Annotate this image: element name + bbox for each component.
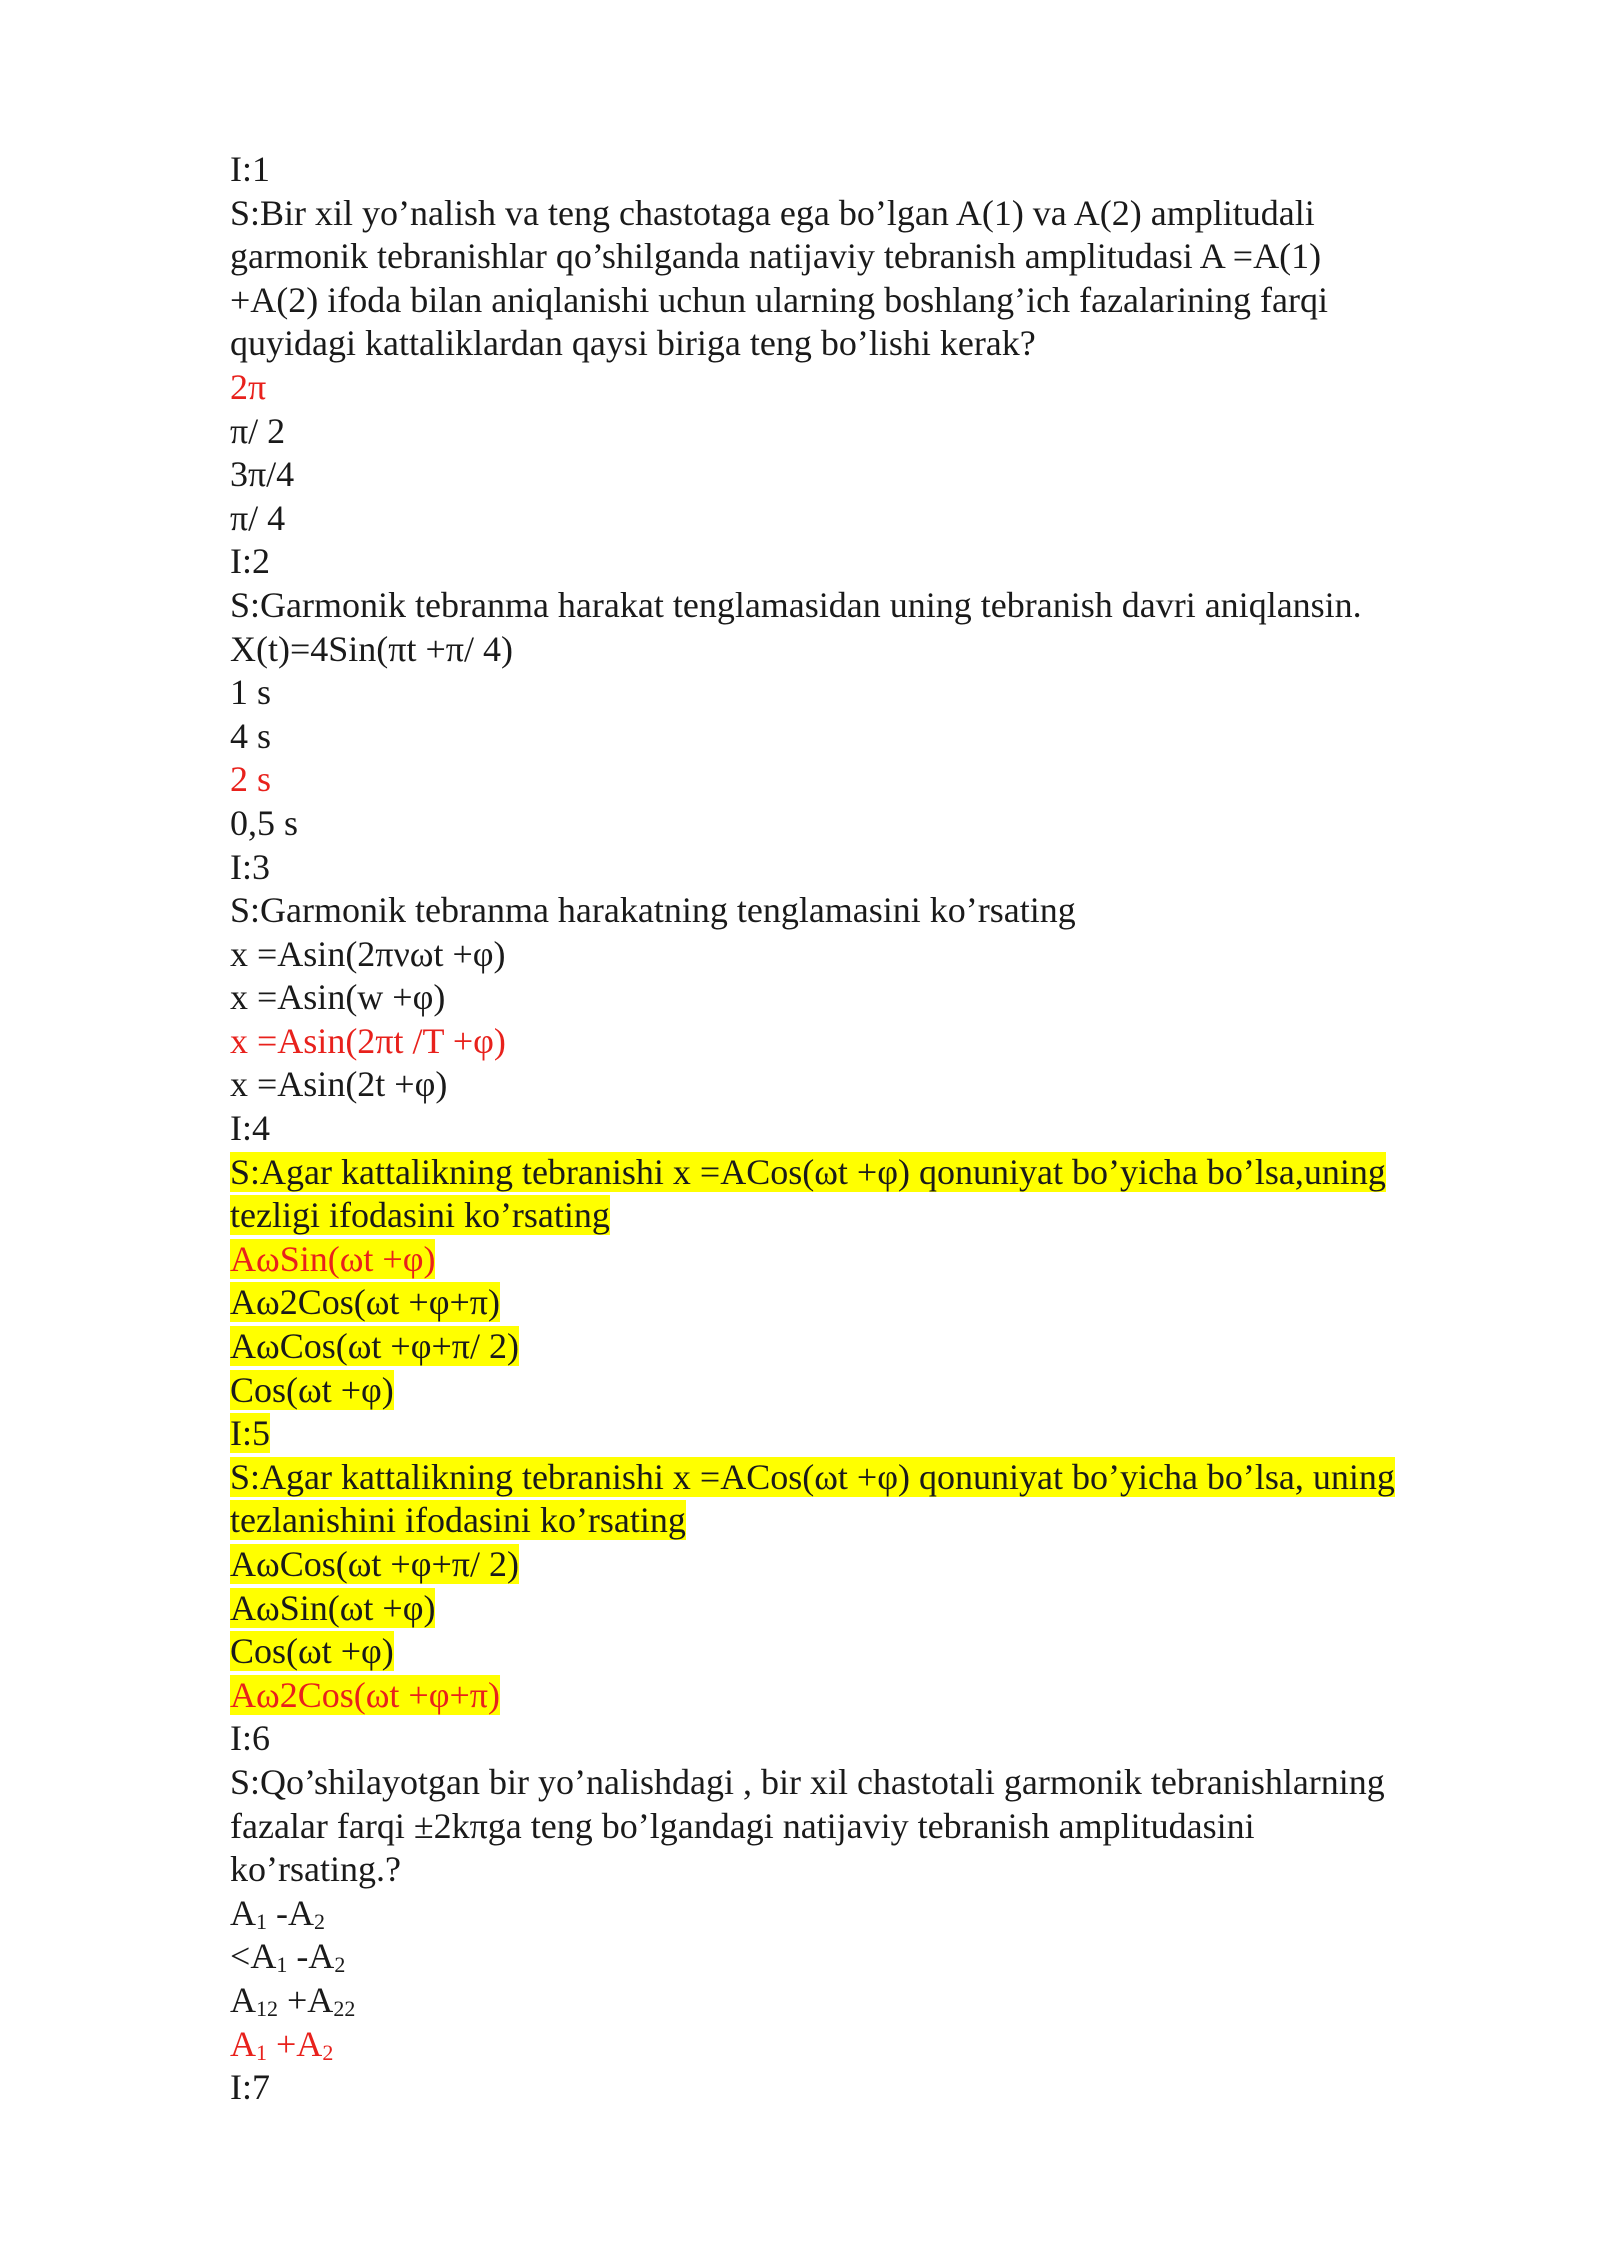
answer-option-correct: Aω2Cos(ωt +φ+π)	[230, 1674, 500, 1715]
answer-option: x =Asin(w +φ)	[230, 977, 446, 1018]
question-stem-line-highlighted: tezligi ifodasini ko’rsating	[230, 1195, 610, 1236]
answer-option: $<A_1$ $-A_2$	[230, 1936, 346, 1978]
question-stem-line-highlighted: S:Agar kattalikning tebranishi x =ACos(ωt +φ) qonuniyat bo’yicha bo’lsa,uning	[230, 1151, 1386, 1192]
answer-option: AωCos(ωt +φ+π/ 2)	[230, 1326, 519, 1367]
question-2	[230, 540, 1480, 845]
question-id: I:1	[230, 149, 270, 189]
question-1	[230, 148, 1480, 540]
question-3	[230, 846, 1480, 1108]
answer-option: 1 s	[230, 672, 272, 713]
answer-option: AωSin(ωt +φ)	[230, 1587, 436, 1628]
answer-option: x =Asin(2πνωt +φ)	[230, 933, 506, 974]
question-id: I:6	[230, 1718, 270, 1759]
answer-option-correct: $A_1 +A_2$	[230, 2023, 334, 2065]
question-5	[230, 1412, 1480, 1717]
answer-option: π/ 4	[230, 497, 286, 538]
question-stem-line: S:Garmonik tebranma harakatning tenglamasini ko’rsating	[230, 890, 1076, 931]
answer-option-correct: 2π	[230, 366, 267, 407]
question-id: I:4	[230, 1108, 270, 1149]
answer-option: AωCos(ωt +φ+π/ 2)	[230, 1544, 519, 1584]
question-6	[230, 1717, 1480, 2066]
question-stem-line: ko’rsating.?	[230, 1849, 401, 1890]
question-stem-line: S:Qo’shilayotgan bir yo’nalishdagi , bir xil chastotali garmonik tebranishlarning	[230, 1761, 1385, 1802]
question-stem-line: S:Bir xil yo’nalish va teng chastotaga ega bo’lgan A(1) va A(2) amplitudali	[230, 192, 1315, 233]
answer-option: 3π/4	[230, 454, 295, 495]
question-7	[230, 2066, 1480, 2110]
question-stem-line: quyidagi kattaliklardan qaysi biriga teng bo’lishi kerak?	[230, 323, 1036, 364]
answer-option: π/ 2	[230, 410, 286, 451]
answer-option: x =Asin(2t +φ)	[230, 1064, 448, 1105]
answer-option: 0,5 s	[230, 802, 299, 843]
document-page	[230, 148, 1480, 2110]
question-4	[230, 1107, 1480, 1412]
question-formula: X(t)=4Sin(πt +π/ 4)	[230, 628, 513, 669]
question-id: I:5	[230, 1413, 270, 1454]
question-stem-line: fazalar farqi ±2kπga teng bo’lgandagi natijaviy tebranish amplitudasini	[230, 1805, 1255, 1846]
answer-option-correct: 2 s	[230, 759, 272, 800]
question-id: I:2	[230, 541, 270, 582]
answer-option: Aω2Cos(ωt +φ+π)	[230, 1282, 500, 1323]
answer-option: Cos(ωt +φ)	[230, 1369, 394, 1410]
question-id: I:7	[230, 2067, 270, 2108]
answer-option: $A_{12} +A_{22}$	[230, 1979, 356, 2021]
question-stem-line: S:Garmonik tebranma harakat tenglamasidan uning tebranish davri aniqlansin.	[230, 584, 1362, 625]
question-id: I:3	[230, 846, 270, 887]
answer-option: $A_1$ $-A_2$	[230, 1892, 325, 1934]
answer-option: 4 s	[230, 715, 272, 756]
answer-option-correct: x =Asin(2πt /T +φ)	[230, 1020, 506, 1061]
question-stem-line: garmonik tebranishlar qo’shilganda natijaviy tebranish amplitudasi A =A(1)	[230, 236, 1322, 277]
answer-option-correct: AωSin(ωt +φ)	[230, 1238, 436, 1279]
answer-option: Cos(ωt +φ)	[230, 1631, 394, 1672]
question-stem-line-highlighted: tezlanishini ifodasini ko’rsating	[230, 1500, 686, 1541]
question-stem-line-highlighted: S:Agar kattalikning tebranishi x =ACos(ωt +φ) qonuniyat bo’yicha bo’lsa, uning	[230, 1456, 1395, 1497]
question-stem-line: +A(2) ifoda bilan aniqlanishi uchun ularning boshlang’ich fazalarining farqi	[230, 279, 1328, 320]
